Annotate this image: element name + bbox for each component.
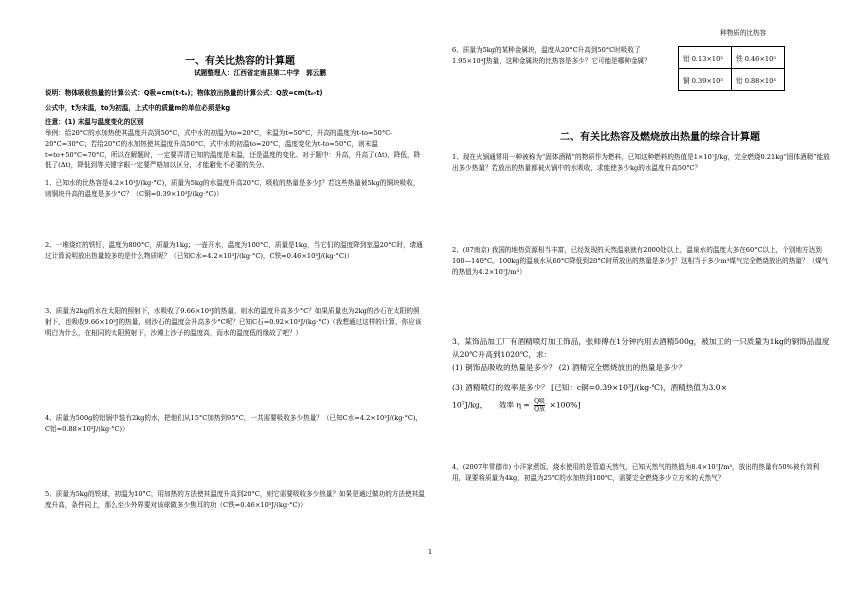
fraction-denominator: Q放 xyxy=(534,406,546,413)
question-2-2: 2、(07南京) 我国的地热资源相当丰富，已经发现的天然温泉就有2000处以上，温泉水的温度大多在60°C以上，个别地方达到100—140°C。100kg的温泉水从60°C降低到20°C时所放出的热量是多少J？这相当于多少m³煤气完全燃烧放出的热量？（煤气的热值为4.2×10⁷J/m³） xyxy=(452,246,829,276)
example-paragraph: 举例：给20°C的水加热使其温度升高到50°C，式中水的初温为to=20°C，末温为t=50°C，升高的温度为t-to=50°C-20°C=30°C；若给20°C的水加热使其温度升高50°C，式中水的初温to=20°C，温度变化为t-to=50°C，则末温t=to+50°C=70°C，所以在解题时，一定要弄清已知的温度是末温，还是温度的变化。对于题中：升高，升高了(Δt)，降低，降低了(Δt)，降低到等关键字眼一定要严格加以区分，才能避免不必要的失分。 xyxy=(45,129,421,170)
author-line: 试题整理人：江西省定南县第二中学 郭云鹏 xyxy=(194,69,326,77)
section-1-title: 一、有关比热容的计算题 xyxy=(185,56,295,67)
table-cell: 铜 0.39×10³ xyxy=(679,69,732,91)
page-number: 1 xyxy=(428,548,433,556)
efficiency-fraction xyxy=(534,398,545,413)
question-2-3-intro: 3、某饰品加工厂有酒精喷灯加工饰品，张师傅在1分钟内用去酒精500g，被加工的一只质量为1kg的铜饰品温度从20℃升高到1020℃，求： xyxy=(452,337,830,359)
table-caption: 种物质的比热容 xyxy=(720,29,767,37)
question-1-5: 5、质量为5kg的铁球，初温为10°C，用加热的方法使其温度升高到20°C，则它需要吸收多少热量？如果是通过做功的方法使其温度升高，条件同上，那么至少外界要对该球做多少焦耳的功（C铁=0.46×10³J/(kg·°C)） xyxy=(45,490,425,509)
question-2-3-part-a: (1) 铜饰品吸收的热量是多少？ (2) 酒精完全燃烧放出的热量是多少？ xyxy=(452,363,686,372)
table-cell: 铝 0.13×10³ xyxy=(679,47,732,69)
table-cell: 铁 0.46×10³ xyxy=(732,47,785,69)
question-2-4: 4、(2007年常德市) 小洋家煮饭、烧水使用的是管道天然气，已知天然气的热值为8.4×10⁷J/m³，放出的热量有50%被有效利用，现要将质量为4kg，初温为25℃的水加热到100℃，需要完全燃烧多少立方米的天然气？ xyxy=(452,463,820,482)
fraction-numerator: Q吸 xyxy=(534,398,546,405)
question-1-2: 2、一堆烧红的铁钉，温度为800°C，质量为1kg；一壶开水，温度为100°C，质量是1kg，当它们的温度降到室温20°C时，请通过计算说明放出热量较多的是什么物质呢？（已知C水=4.2×10³J/(kg·°C)，C铁=0.46×10³J/(kg·°C)） xyxy=(45,241,423,260)
question-1-1: 1、已知水的比热容是4.2×10³J/(kg·°C)，质量为5kg的水温度升高20°C，吸收的热量是多少J？若这些热量被5kg的铜块吸收，则铜块升高的温度是多少°C？（C铜=0.39×10³J/(kg·°C)） xyxy=(45,179,420,198)
vars-line: 公式中，t为末温，to为初温，上式中的质量m的单位必须是kg xyxy=(45,104,231,112)
question-2-3-efficiency xyxy=(452,398,830,413)
question-2-3-part-b: (3) 酒精喷灯的效率是多少？ [已知：c铜=0.39×10³J/(kg·℃)，酒精热值为3.0× xyxy=(452,383,727,392)
efficiency-lead: 10⁷J/kg， 效率 η = xyxy=(452,400,530,410)
question-1-3: 3、质量为2kg的水在太阳的照射下，水吸收了9.66×10³J的热量，则水的温度升高多少°C？如果质量也为2kg的沙石在太阳的照射下，也吸收9.66×10³J的热量，则沙石的温度会升高多少°C呢？已知C石=0.92×10³J/(kg·°C)（我想通过这样的计算，你应该明白为什么，在相同的太阳照射下，沙滩上沙子的温度高，而水的温度低的缘故了吧？） xyxy=(45,307,422,337)
note-line: 注意：(1) 末温与温度变化的区别 xyxy=(45,118,144,126)
formula-line: 说明：物体吸收热量的计算公式：Q吸=cm(t-t₀)；物体放出热量的计算公式：Q放=cm(t₀-t) xyxy=(45,89,323,97)
table-cell: 铝 0.88×10³ xyxy=(732,69,785,91)
question-1-6: 6、质量为5kg的某种金属块，温度从20°C升高到50°C时吸收了1.95×10⁴J热量，这种金属块的比热容是多少？它可能是哪种金属？ xyxy=(452,46,651,65)
question-2-1: 1、现在火锅通常用一种被称为“固体酒精”的物质作为燃料，已知这种燃料的热值是1×10⁷J/kg，完全燃烧0.21kg“固体酒精”能放出多少热量？若放出的热量都被火锅中的水吸收，求能使多少kg的水温度升高50°C？ xyxy=(452,153,830,172)
efficiency-tail: ×100%] xyxy=(549,400,581,410)
question-1-4: 4、质量为500g的铝锅中装有2kg的水，把他们从15°C加热到95°C，一共需要吸收多少热量？（已知C水=4.2×10³J/(kg·°C)，C铝=0.88×10³J/(kg·°C)） xyxy=(45,414,423,433)
section-2-title: 二、有关比热容及燃烧放出热量的综合计算题 xyxy=(560,132,760,143)
specific-heat-table xyxy=(678,46,785,91)
